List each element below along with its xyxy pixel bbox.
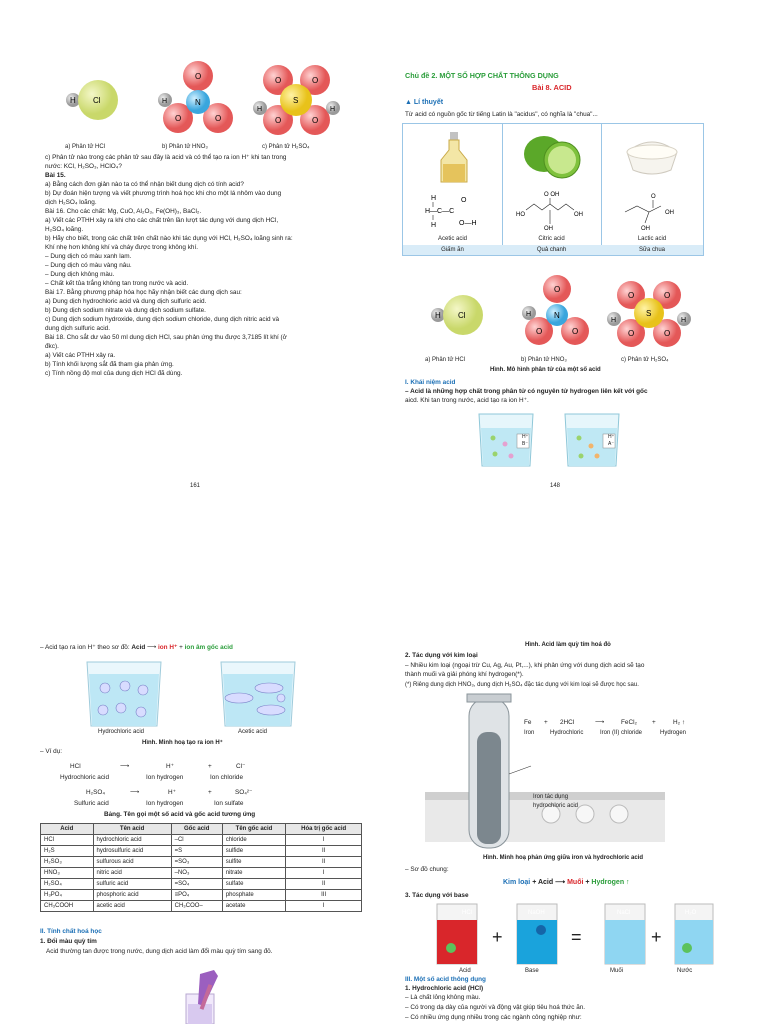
col-header: Gốc acid xyxy=(171,824,222,835)
acetic-acid-structure xyxy=(425,192,485,232)
table-header-row xyxy=(41,824,362,835)
eq2-name: Ion sulfate xyxy=(214,800,244,807)
ion-beakers-illustration xyxy=(475,410,635,470)
svg-text:O OH: O OH xyxy=(544,192,560,198)
reaction-name: Hydrochloric xyxy=(550,730,584,736)
cell: sulfide xyxy=(222,846,286,857)
svg-text:H: H xyxy=(431,195,437,202)
cell: H₂SO₃ xyxy=(41,857,94,868)
acid-examples-table xyxy=(402,123,704,256)
cell: H₃PO₄ xyxy=(41,890,94,901)
cell: sulfite xyxy=(222,857,286,868)
svg-text:HO: HO xyxy=(516,212,525,218)
subsection-heading: 1. Hydrochloric acid (HCl) xyxy=(405,985,484,992)
food-name: Giấm ăn xyxy=(403,245,502,255)
figure-caption: Hình. Minh hoạ phản ứng giữa iron và hydrochloric acid xyxy=(483,855,644,861)
cell: acetic acid xyxy=(93,901,171,912)
scheme-acid: Acid xyxy=(131,644,146,651)
text-line: c) Dung dịch sodium hydroxide, dung dịch sodium chloride, dung dịch nitric acid và xyxy=(45,316,280,323)
molecule-label-hcl: a) Phân tử HCl xyxy=(425,357,466,363)
tube-label: hydrochloric acid xyxy=(533,803,579,809)
svg-text:H: H xyxy=(681,317,687,324)
svg-text:O: O xyxy=(572,327,579,336)
cell: HNO₃ xyxy=(41,868,94,879)
reaction-term: Fe xyxy=(524,719,532,726)
svg-text:O: O xyxy=(175,114,182,123)
text-line: – Chất kết tủa trắng không tan trong nước và acid. xyxy=(45,280,189,287)
molecule-label-hno3: b) Phân tử HNO₃ xyxy=(162,144,208,150)
svg-text:O: O xyxy=(664,291,671,300)
cell: sulfate xyxy=(222,879,286,890)
section-heading: II. Tính chất hoá học xyxy=(40,928,102,935)
svg-text:N: N xyxy=(195,98,201,107)
reaction-name: Hydrogen xyxy=(660,730,687,736)
text-line: – Dung dịch không màu. xyxy=(45,271,115,278)
eq2-name: Ion hydrogen xyxy=(146,800,184,807)
page-number: 161 xyxy=(190,483,201,489)
cell: sulfuric acid xyxy=(93,879,171,890)
lime-fruit-icon xyxy=(522,130,584,182)
cell: hydrosulfuric acid xyxy=(93,846,171,857)
svg-text:H: H xyxy=(330,106,336,113)
text-line: Bài 17. Bằng phương pháp hóa học hãy nhận biết các dung dịch sau: xyxy=(45,289,242,296)
text-line: c) Phân tử nào trong các phân tử sau đây là acid và có thể tạo ra ion H⁺ khi tan trong xyxy=(45,154,287,161)
body-line: – Có trong dạ dày của người và động vật giúp tiêu hoá thức ăn. xyxy=(405,1004,586,1011)
topic-title: Chủ đề 2. MỘT SỐ HỢP CHẤT THÔNG DỤNG xyxy=(405,71,559,80)
svg-text:OH: OH xyxy=(665,210,674,216)
tube-label: Iron tác dụng xyxy=(533,794,569,800)
molecule-label-h2so4: c) Phân tử H₂SO₄ xyxy=(262,144,310,150)
cell: HCl xyxy=(41,835,94,846)
body-line: thành muối và giải phóng khí hydrogen(*). xyxy=(405,671,524,678)
scheme-metal: Kim loại xyxy=(503,879,531,886)
definition-line: – Acid là những hợp chất trong phân tử có nguyên tử hydrogen liên kết với gốc xyxy=(405,388,648,395)
scheme-plus: + xyxy=(585,879,590,886)
svg-text:H—C—C: H—C—C xyxy=(425,208,455,215)
text-line: dịch H₂SO₄ loãng. xyxy=(45,199,97,206)
text-line: nước: KCl, H₂SO₃, HClO₄? xyxy=(45,163,122,170)
svg-text:O: O xyxy=(275,76,282,85)
text-line: – Dung dịch có màu xanh lam. xyxy=(45,253,132,260)
subsection-heading: 1. Đổi màu quỳ tím xyxy=(40,938,97,945)
exercise-heading: Bài 15. xyxy=(45,172,66,179)
beaker-label: Hydrochloric acid xyxy=(98,729,145,735)
cell: sulfurous acid xyxy=(93,857,171,868)
scheme-anion: ion âm gốc acid xyxy=(184,644,233,651)
eq1-name: Hydrochloric acid xyxy=(60,774,110,781)
reaction-term: H₂ ↑ xyxy=(673,719,686,726)
page-acid-ions xyxy=(30,630,380,1024)
reaction-term: ⟶ xyxy=(595,719,605,726)
note-line: (*) Riêng dung dịch HNO₃, dung dịch H₂SO₄ đặc tác dụng với kim loại sẽ được học sau. xyxy=(405,682,639,688)
eq2-plus: + xyxy=(208,789,212,796)
col-header: Tên acid xyxy=(93,824,171,835)
text-line: b) Dự đoán hiện tượng và viết phương trình hoá học khi cho một lá nhôm vào dung xyxy=(45,190,282,197)
ion-label: H⁺ xyxy=(608,434,615,440)
reaction-term: FeCl₂ xyxy=(621,719,637,726)
eq1-arrow: ⟶ xyxy=(120,763,130,770)
cell: –NO₃ xyxy=(171,868,222,879)
reaction-term: 2HCl xyxy=(560,719,575,726)
beaker-name: Acid xyxy=(459,968,471,974)
svg-text:O: O xyxy=(536,327,543,336)
scheme-arrow: ⟶ xyxy=(555,879,566,886)
cell: I xyxy=(286,901,362,912)
eq1-name: Ion chloride xyxy=(210,774,244,781)
svg-text:O: O xyxy=(275,116,282,125)
cell: H₂SO₄ xyxy=(41,879,94,890)
example-label: – Ví dụ: xyxy=(40,748,63,755)
scheme-plus: + xyxy=(177,644,185,651)
svg-text:H: H xyxy=(70,96,76,105)
table-row xyxy=(41,857,362,868)
col-header: Hóa trị gốc acid xyxy=(286,824,362,835)
cell: nitrate xyxy=(222,868,286,879)
page-acid-properties xyxy=(395,630,745,1024)
subsection-heading: 3. Tác dụng với base xyxy=(405,892,469,899)
text-line: dung dịch sulfuric acid. xyxy=(45,325,111,332)
svg-text:O: O xyxy=(628,291,635,300)
page-161 xyxy=(30,30,380,510)
svg-text:H: H xyxy=(162,98,168,105)
cell: I xyxy=(286,868,362,879)
eq1-cation: H⁺ xyxy=(166,763,174,770)
text-line: c) Tính nồng độ mol của dung dịch HCl đã dùng. xyxy=(45,370,183,377)
reaction-name: Iron (II) chloride xyxy=(600,730,643,736)
acid-dissociation-beakers xyxy=(85,658,325,728)
molecule-models-illustration xyxy=(60,60,360,140)
svg-text:H: H xyxy=(611,317,617,324)
body-line: – Có nhiều ứng dụng nhiều trong các ngành công nghiệp như: xyxy=(405,1014,582,1021)
body-line: – Là chất lỏng không màu. xyxy=(405,994,481,1001)
beaker-name: Base xyxy=(525,968,539,974)
text-line: a) Viết các PTHH xảy ra. xyxy=(45,352,116,359)
section-heading: I. Khái niệm acid xyxy=(405,379,456,386)
text-line: b) Tính khối lượng sắt đã tham gia phản ứng. xyxy=(45,361,174,368)
scheme-plus: + xyxy=(532,879,537,886)
svg-text:O: O xyxy=(312,76,319,85)
svg-text:H: H xyxy=(257,106,263,113)
page-number: 148 xyxy=(550,483,561,489)
scheme-line xyxy=(40,644,233,653)
svg-text:O: O xyxy=(651,194,656,200)
svg-text:O: O xyxy=(461,197,467,204)
table-row xyxy=(41,835,362,846)
acid-names-table xyxy=(40,823,362,912)
eq1-name: Ion hydrogen xyxy=(146,774,184,781)
cell: II xyxy=(286,846,362,857)
cell: nitric acid xyxy=(93,868,171,879)
body-line: – Nhiều kim loại (ngoại trừ Cu, Ag, Au, Pt,...), khi phản ứng với dung dịch acid sẽ tạo xyxy=(405,662,645,669)
definition-line: aicd. Khi tan trong nước, acid tạo ra ion H⁺. xyxy=(405,397,529,404)
text-line: – Dung dịch có màu vàng nâu. xyxy=(45,262,132,269)
eq2-name: Sulfuric acid xyxy=(74,800,109,807)
operator-equals: = xyxy=(571,927,582,947)
lesson-title: Bài 8. ACID xyxy=(532,83,572,92)
cell: CH₃COO– xyxy=(171,901,222,912)
text-line: Bài 18. Cho sắt dư vào 50 ml dung dịch HCl, sau phản ứng thu được 3,7185 lít khí (ở xyxy=(45,334,287,341)
intro-line: Từ acid có nguồn gốc từ tiếng Latin là "acidus", có nghĩa là "chua"... xyxy=(405,111,598,118)
molecule-label-hcl: a) Phân tử HCl xyxy=(65,144,106,150)
reaction-term: + xyxy=(652,719,656,726)
subsection-heading: 2. Tác dụng với kim loại xyxy=(405,652,478,659)
general-scheme xyxy=(503,879,630,888)
cell: II xyxy=(286,879,362,890)
lactic-acid-structure xyxy=(621,190,683,232)
svg-text:O: O xyxy=(664,329,671,338)
table-row xyxy=(41,901,362,912)
cell: phosphate xyxy=(222,890,286,901)
cell: =S xyxy=(171,846,222,857)
table-caption: Bảng. Tên gọi một số acid và gốc acid tương ứng xyxy=(104,811,256,818)
ion-label: B⁻ xyxy=(522,441,528,447)
col-header: Tên gốc acid xyxy=(222,824,286,835)
table-row xyxy=(41,890,362,901)
eq2-acid: H₂SO₄ xyxy=(86,789,105,796)
svg-text:OH: OH xyxy=(574,212,583,218)
svg-text:O: O xyxy=(215,114,222,123)
molecule-label-h2so4: c) Phân tử H₂SO₄ xyxy=(621,357,669,363)
svg-text:OH: OH xyxy=(641,226,650,232)
reaction-name: Iron xyxy=(524,730,535,736)
svg-text:O: O xyxy=(312,116,319,125)
cell: I xyxy=(286,835,362,846)
svg-text:H: H xyxy=(526,311,532,318)
page-148 xyxy=(395,30,745,510)
theory-heading: ▲ Lí thuyết xyxy=(405,99,444,106)
litmus-test-tube-illustration xyxy=(160,970,240,1024)
svg-text:Cl: Cl xyxy=(93,96,101,105)
food-name: Quả chanh xyxy=(502,245,601,255)
scheme-arrow: ⟶ xyxy=(145,644,158,651)
cell: ≡PO₄ xyxy=(171,890,222,901)
scheme-salt: Muối xyxy=(567,879,584,886)
beaker-top-label: H₂O xyxy=(685,910,697,916)
text-line: H₂SO₄ loãng. xyxy=(45,226,84,233)
ion-label: A⁻ xyxy=(608,441,614,447)
svg-text:Cl: Cl xyxy=(458,311,466,320)
cell: =SO₃ xyxy=(171,857,222,868)
svg-text:O: O xyxy=(554,285,561,294)
svg-text:N: N xyxy=(554,311,560,320)
vinegar-bottle-icon xyxy=(439,132,469,184)
molecule-label-hno3: b) Phân tử HNO₃ xyxy=(521,357,567,363)
iron-hcl-reaction-illustration xyxy=(425,692,665,852)
eq2-cation: H⁺ xyxy=(168,789,176,796)
text-line: đkc). xyxy=(45,343,59,350)
text-line: b) Hãy cho biết, trong các chất trên chất nào khi tác dụng với HCl, H₂SO₄ loãng sinh ra: xyxy=(45,235,293,242)
molecule-models-illustration xyxy=(425,275,725,355)
figure-caption: Hình. Acid làm quỳ tím hoá đỏ xyxy=(525,642,611,648)
cell: acetate xyxy=(222,901,286,912)
yogurt-bowl-icon xyxy=(625,136,679,176)
cell: phosphoric acid xyxy=(93,890,171,901)
beaker-top-label: NaOH xyxy=(528,910,545,916)
svg-text:H: H xyxy=(431,222,437,229)
section-heading: III. Một số acid thông dụng xyxy=(405,976,486,983)
svg-text:OH: OH xyxy=(544,226,553,232)
cell: =SO₄ xyxy=(171,879,222,890)
cell: CH₃COOH xyxy=(41,901,94,912)
text-line: a) Bằng cách đơn giản nào ta có thể nhận biết dung dịch có tính acid? xyxy=(45,181,244,188)
food-name: Sữa chua xyxy=(601,245,703,255)
reaction-term: + xyxy=(544,719,548,726)
text-line: b) Dung dịch sodium nitrate và dung dịch sodium sulfate. xyxy=(45,307,206,314)
svg-text:S: S xyxy=(646,309,652,318)
operator-plus: + xyxy=(492,927,503,947)
table-row xyxy=(41,846,362,857)
cell: III xyxy=(286,890,362,901)
eq1-plus: + xyxy=(208,763,212,770)
text-line: a) Dung dịch hydrochloric acid và dung dịch sulfuric acid. xyxy=(45,298,207,305)
text-line: Khí nhẹ hơn không khí và cháy được trong không khí. xyxy=(45,244,198,251)
eq1-acid: HCl xyxy=(70,763,81,770)
eq2-arrow: ⟶ xyxy=(130,789,140,796)
acid-name: Lactic acid xyxy=(637,236,667,242)
acid-name: Citric acid xyxy=(538,236,565,242)
cell: chloride xyxy=(222,835,286,846)
citric-acid-structure xyxy=(516,188,588,232)
svg-text:S: S xyxy=(293,96,299,105)
scheme-h-ion: ion H⁺ xyxy=(157,644,178,651)
text-line: a) Viết các PTHH xảy ra khi cho các chất trên lần lượt tác dụng với dung dịch HCl, xyxy=(45,217,279,224)
scheme-acid: Acid xyxy=(537,879,554,886)
acid-name: Acetic acid xyxy=(437,236,467,242)
beaker-top-label: HCl xyxy=(462,910,472,916)
body-line: Acid thường tan được trong nước, dung dịch acid làm đổi màu quỳ tím sang đỏ. xyxy=(46,948,273,955)
col-header: Acid xyxy=(41,824,94,835)
text-line: Bài 16. Cho các chất: Mg, CuO, Al₂O₃, Fe(OH)₃, BaCl₂. xyxy=(45,208,202,215)
svg-text:O: O xyxy=(195,72,202,81)
ion-label: H⁺ xyxy=(522,434,529,440)
cell-citric xyxy=(502,124,602,255)
beaker-top-label: NaCl xyxy=(617,910,631,916)
scheme-prefix: – Acid tạo ra ion H⁺ theo sơ đồ: xyxy=(40,644,132,651)
cell: H₂S xyxy=(41,846,94,857)
svg-text:H: H xyxy=(435,311,441,320)
cell-lactic xyxy=(601,124,703,255)
figure-caption: Hình. Minh hoạ tạo ra ion H⁺ xyxy=(142,740,223,746)
figure-caption: Hình. Mô hình phân tử của một số acid xyxy=(490,367,601,373)
cell: II xyxy=(286,857,362,868)
svg-text:O: O xyxy=(628,329,635,338)
svg-text:O—H: O—H xyxy=(459,220,477,227)
table-row xyxy=(41,879,362,890)
scheme-hydrogen: Hydrogen ↑ xyxy=(591,879,630,886)
beaker-name: Muối xyxy=(610,968,624,974)
cell: hydrochloric acid xyxy=(93,835,171,846)
eq1-anion: Cl⁻ xyxy=(236,763,246,770)
general-label: – Sơ đồ chung: xyxy=(405,866,449,873)
table-row xyxy=(41,868,362,879)
beaker-name: Nước xyxy=(677,968,693,974)
eq2-anion: SO₄²⁻ xyxy=(235,789,253,796)
cell-acetic xyxy=(403,124,503,255)
beaker-label: Acetic acid xyxy=(238,729,268,735)
operator-plus: + xyxy=(651,927,662,947)
cell: –Cl xyxy=(171,835,222,846)
